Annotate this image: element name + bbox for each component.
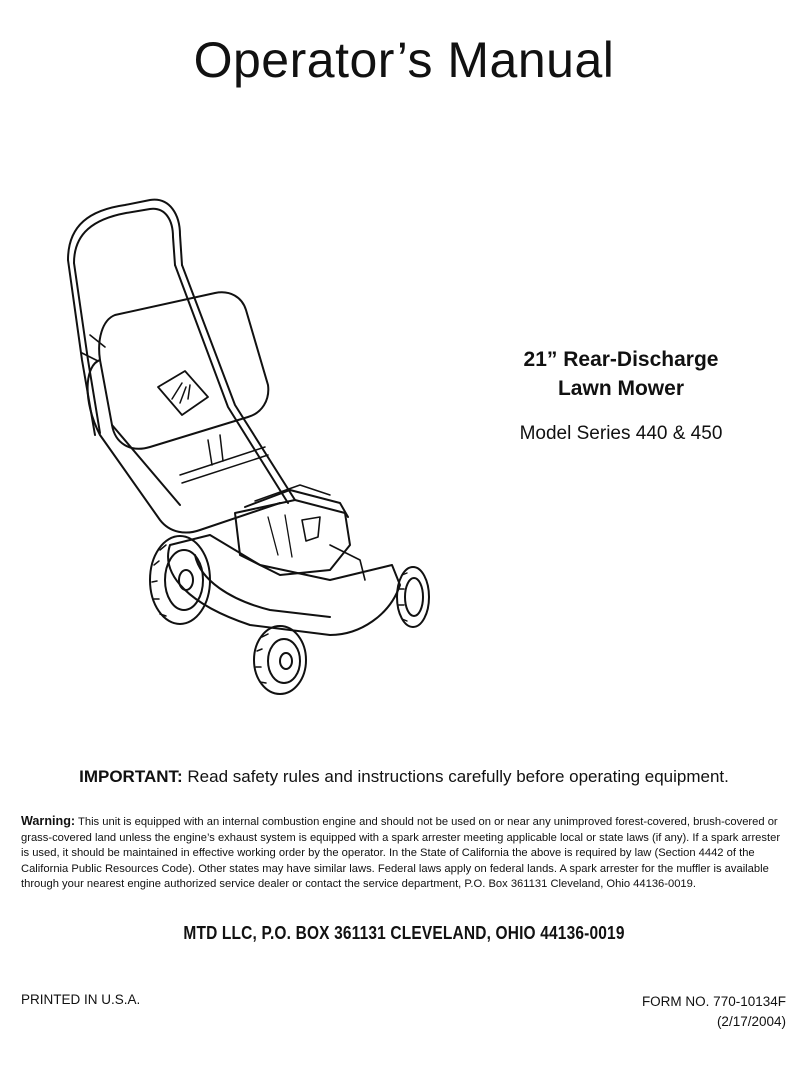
warning-label: Warning:: [21, 814, 76, 828]
form-date: (2/17/2004): [716, 1014, 786, 1029]
important-text: Read safety rules and instructions carefully before operating equipment.: [182, 767, 729, 786]
form-number: FORM NO. 770-10134F: [641, 994, 786, 1009]
product-name-line-2: Lawn Mower: [557, 377, 684, 400]
product-block: [478, 345, 764, 447]
lawn-mower-illustration: [30, 185, 450, 695]
important-notice: [0, 766, 808, 788]
printed-in: PRINTED IN U.S.A.: [21, 992, 141, 1007]
important-label: IMPORTANT:: [79, 767, 183, 786]
warning-text: This unit is equipped with an internal combustion engine and should not be used on or near any unimproved forest-covered, brush-covered or grass-covered land unless the engine’s exhaust system is equipped with a spark arrester meeting applicable local or state laws (if any). If a spark arrester is used, it should be maintained in effective working order by the operator. In the State of California the above is required by law (Section 4442 of the California Public Resources Code). Other states may have similar laws. Federal laws apply on federal lands. A spark arrester for the muffler is available through your nearest engine authorized service dealer or contact the service department, P.O. Box 361131 Cleveland, Ohio 44136-0019.: [21, 816, 781, 891]
company-address: MTD LLC, P.O. BOX 361131 CLEVELAND, OHIO 44136-0019: [183, 923, 625, 943]
model-series: Model Series 440 & 450: [519, 423, 723, 444]
form-number-block: [642, 992, 786, 1032]
warning-paragraph: [21, 814, 787, 893]
page-title: Operator’s Manual: [193, 32, 615, 88]
product-name-line-1: 21” Rear-Discharge: [523, 348, 719, 371]
